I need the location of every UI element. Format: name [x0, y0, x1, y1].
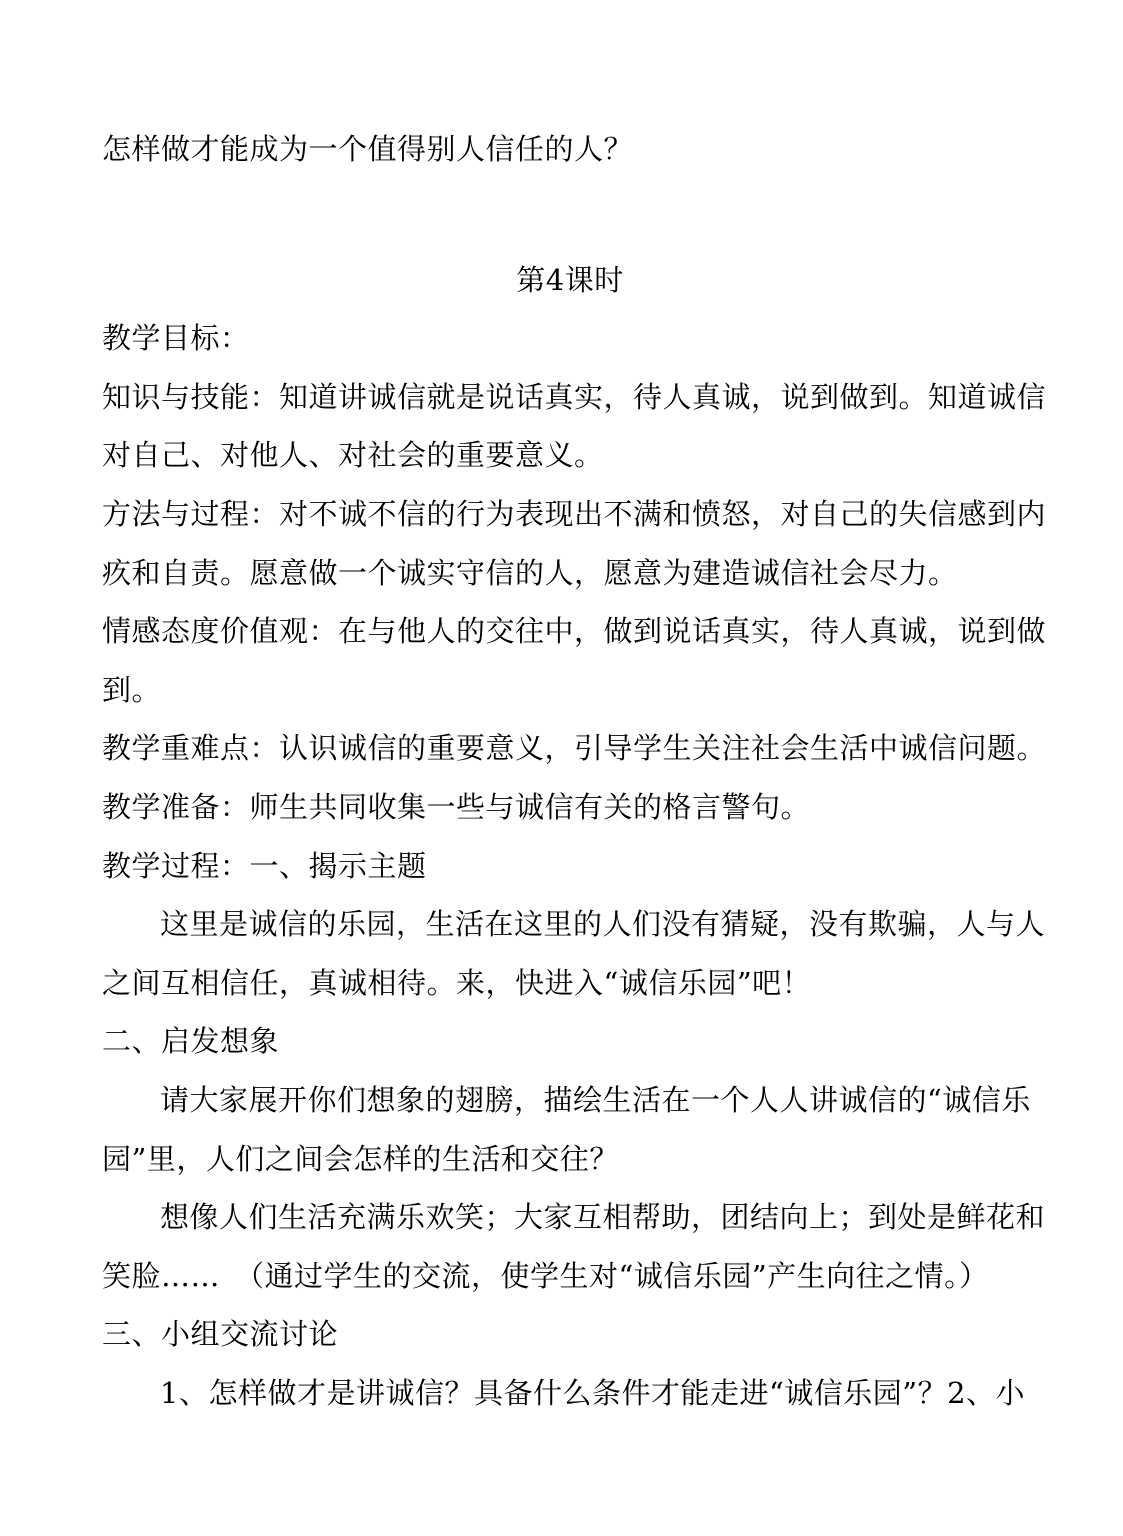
text-line: 之间互相信任，真诚相待。来，快进入“诚信乐园”吧！ — [102, 965, 812, 1000]
text-line: 教学目标： — [102, 321, 250, 356]
document-body — [102, 120, 1047, 1422]
text-line: 对自己、对他人、对社会的重要意义。 — [102, 438, 604, 473]
intro-question: 怎样做才能成为一个值得别人信任的人？ — [102, 132, 634, 166]
text-line: 知识与技能：知道讲诚信就是说话真实，待人真诚，说到做到。知道诚信 — [102, 379, 1047, 414]
text-line: 到。 — [102, 672, 162, 707]
text-line: 情感态度价值观：在与他人的交往中，做到说话真实，待人真诚，说到做 — [102, 614, 1047, 649]
text-line: 二、启发想象 — [102, 1024, 280, 1059]
text-line: 疚和自责。愿意做一个诚实守信的人，愿意为建造诚信社会尽力。 — [102, 555, 958, 590]
paragraph-gap — [102, 179, 1038, 251]
text-line: 1、怎样做才是讲诚信？具备什么条件才能走进“诚信乐园”？2、小 — [160, 1375, 1026, 1410]
text-line: 这里是诚信的乐园，生活在这里的人们没有猜疑，没有欺骗，人与人 — [160, 907, 1046, 942]
text-line: 请大家展开你们想象的翅膀，描绘生活在一个人人讲诚信的“诚信乐 — [160, 1082, 1031, 1117]
text-line: 笑脸…… （通过学生的交流，使学生对“诚信乐园”产生向往之情。） — [102, 1258, 989, 1293]
text-line: 教学过程：一、揭示主题 — [102, 848, 427, 883]
text-line: 方法与过程：对不诚不信的行为表现出不满和愤怒，对自己的失信感到内 — [102, 496, 1047, 531]
lesson-title: 第4课时 — [516, 262, 624, 297]
lesson-text — [102, 309, 1047, 1422]
text-line: 教学准备：师生共同收集一些与诚信有关的格言警句。 — [102, 789, 811, 824]
text-line: 三、小组交流讨论 — [102, 1317, 339, 1352]
text-line: 教学重难点：认识诚信的重要意义，引导学生关注社会生活中诚信问题。 — [102, 731, 1047, 766]
text-line: 想像人们生活充满乐欢笑；大家互相帮助，团结向上；到处是鲜花和 — [160, 1200, 1046, 1235]
text-line: 园”里，人们之间会怎样的生活和交往？ — [102, 1141, 619, 1176]
